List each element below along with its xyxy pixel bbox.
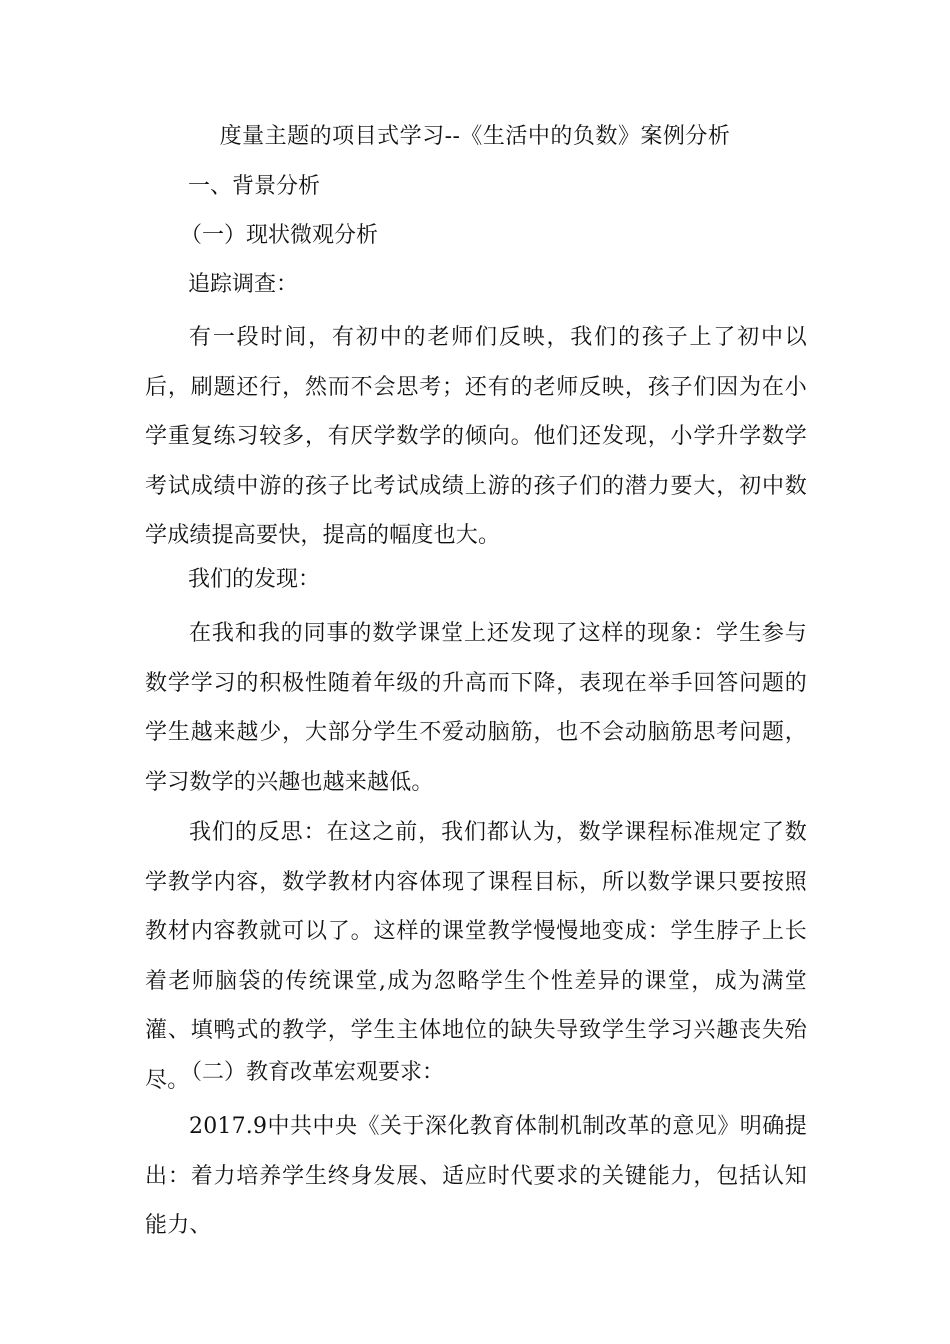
tracking-survey-label: 追踪调查： xyxy=(188,272,299,297)
reform-paragraph: 2017.9中共中央《关于深化教育体制机制改革的意见》明确提出：着力培养学生终身发展、适应时代要求的关键能力，包括认知能力、 xyxy=(145,1114,807,1238)
tracking-survey-paragraph: 有一段时间，有初中的老师们反映，我们的孩子上了初中以后，刷题还行，然而不会思考；还有的老师反映，孩子们因为在小学重复练习较多，有厌学数学的倾向。他们还发现，小学升学数学考试成绩中游的孩子比考试成绩上游的孩子们的潜力要大，初中数学成绩提高要快，提高的幅度也大。 xyxy=(145,325,807,548)
findings-paragraph: 在我和我的同事的数学课堂上还发现了这样的现象：学生参与数学学习的积极性随着年级的升高而下降，表现在举手回答问题的学生越来越少，大部分学生不爱动脑筋，也不会动脑筋思考问题，学习数学的兴趣也越来越低。 xyxy=(145,621,807,795)
section-heading-background: 一、背景分析 xyxy=(188,174,321,199)
reflection-paragraph: 我们的反思：在这之前，我们都认为，数学课程标准规定了数学教学内容，数学教材内容体现了课程目标，所以数学课只要按照教材内容教就可以了。这样的课堂教学慢慢地变成：学生脖子上长着老师脑袋的传统课堂,成为忽略学生个性差异的课堂，成为满堂灌、填鸭式的教学，学生主体地位的缺失导致学生学习兴趣丧失殆尽。 xyxy=(145,820,807,1093)
subsection-heading-reform-requirements: （二）教育改革宏观要求： xyxy=(180,1060,445,1085)
findings-label: 我们的发现： xyxy=(188,567,321,592)
subsection-heading-micro-analysis: （一）现状微观分析 xyxy=(180,223,379,248)
document-title: 度量主题的项目式学习--《生活中的负数》案例分析 xyxy=(219,124,731,149)
